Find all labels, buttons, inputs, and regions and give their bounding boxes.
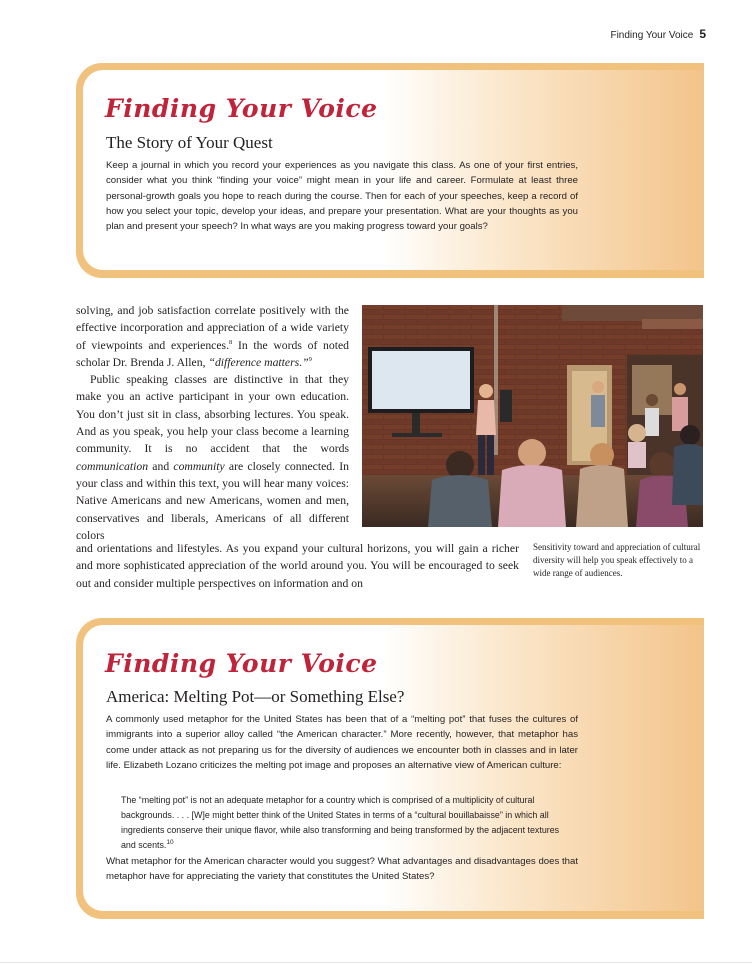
finding-your-voice-box-1 <box>76 63 704 278</box>
page-number: 5 <box>699 27 706 41</box>
body-p2-continued: and orientations and lifestyles. As you expand your cultural horizons, you will gain a richer and more sophisticated appreciation of the world around you. You will be encouraged to seek out and consider multiple perspectives on information and on <box>76 542 519 590</box>
finding-your-voice-box-2 <box>76 618 704 919</box>
running-head <box>610 27 706 41</box>
box-2-title: America: Melting Pot—or Something Else? <box>106 687 405 706</box>
photo-caption: Sensitivity toward and appreciation of cultural diversity will help you speak effectively to a wide range of audiences. <box>533 542 701 578</box>
footnote-ref-8: 8 <box>229 338 233 346</box>
running-title: Finding Your Voice <box>610 30 694 41</box>
body-p2-text-c: are closely connected. In your class and within this text, you will hear many voices: Native Americans and new Americans, women and men, conservatives and liberals, Americans of all different colors <box>76 459 350 542</box>
box-1-script-title: Finding Your Voice <box>105 94 378 123</box>
bottom-divider <box>0 962 752 963</box>
body-p2-em-communication: communication <box>76 459 149 473</box>
body-p1-text-a: solving, and job satisfaction correlate positively with the effective incorporation and appreciation of a wide variety of viewpoints and experiences. <box>76 304 349 352</box>
box-1-title: The Story of Your Quest <box>106 133 273 152</box>
classroom-photo-illustration <box>362 305 703 527</box>
box-2-quote-text: The “melting pot” is not an adequate metaphor for a country which is comprised of a multiplicity of cultural backgrounds. . . . [W]e might better think of the United States in terms of a “cultural bouillabaisse” in which all ingredients conserve their unique flavor, while also transforming and being transformed by the adjacent textures and scents. <box>121 795 560 850</box>
box-1-paragraph: Keep a journal in which you record your experiences as you navigate this class. As one of your first entries, consider what you think “finding your voice” might mean in your life and career. Formulate at least three personal-growth goals you hope to reach during the course. Then for each of your speeches, keep a record of how you select your topic, develop your ideas, and prepare your presentation. What are your thoughts as you plan and present your speech? In what ways are you making progress toward your goals? <box>106 160 578 233</box>
box-2-blockquote <box>121 793 561 853</box>
box-2-script-title: Finding Your Voice <box>105 649 378 678</box>
body-paragraph-2 <box>76 371 349 544</box>
body-column <box>76 302 349 544</box>
box-1-text <box>106 158 578 234</box>
footnote-ref-10: 10 <box>166 839 174 847</box>
box-1-inner <box>83 70 704 270</box>
box-2-closing-paragraph: What metaphor for the American character would you suggest? What advantages and disadvantages does that metaphor have for appreciating the variety that constitutes the United States? <box>106 856 578 883</box>
body-p2-text-b: and <box>148 459 174 473</box>
body-paragraph-1 <box>76 302 349 371</box>
body-p1-quote: “difference matters.” <box>208 355 309 369</box>
box-2-text <box>106 712 578 773</box>
footnote-ref-9: 9 <box>308 356 312 363</box>
body-p2-em-community: community <box>173 459 225 473</box>
box-2-paragraph: A commonly used metaphor for the United States has been that of a “melting pot” that fuses the cultures of immigrants into a superior alloy called “the American character.” More recently, however, that metaphor has come under attack as not preparing us for the diversity of audiences we encounter both in classes and in later life. Elizabeth Lozano criticizes the melting pot image and proposes an alternative view of American culture: <box>106 714 578 771</box>
classroom-photo <box>362 305 703 527</box>
body-p1-text-b: In the words of noted scholar Dr. Brenda J. Allen, <box>76 338 349 369</box>
box-2-inner <box>83 625 704 911</box>
body-wide-text <box>76 540 519 592</box>
box-2-closing <box>106 854 578 885</box>
body-p2-text-a: Public speaking classes are distinctive in that they make you an active participant in your own education. You don’t just sit in class, absorbing lectures. You speak. And as you speak, you help your class become a learning community. It is no accident that the words <box>76 373 349 456</box>
